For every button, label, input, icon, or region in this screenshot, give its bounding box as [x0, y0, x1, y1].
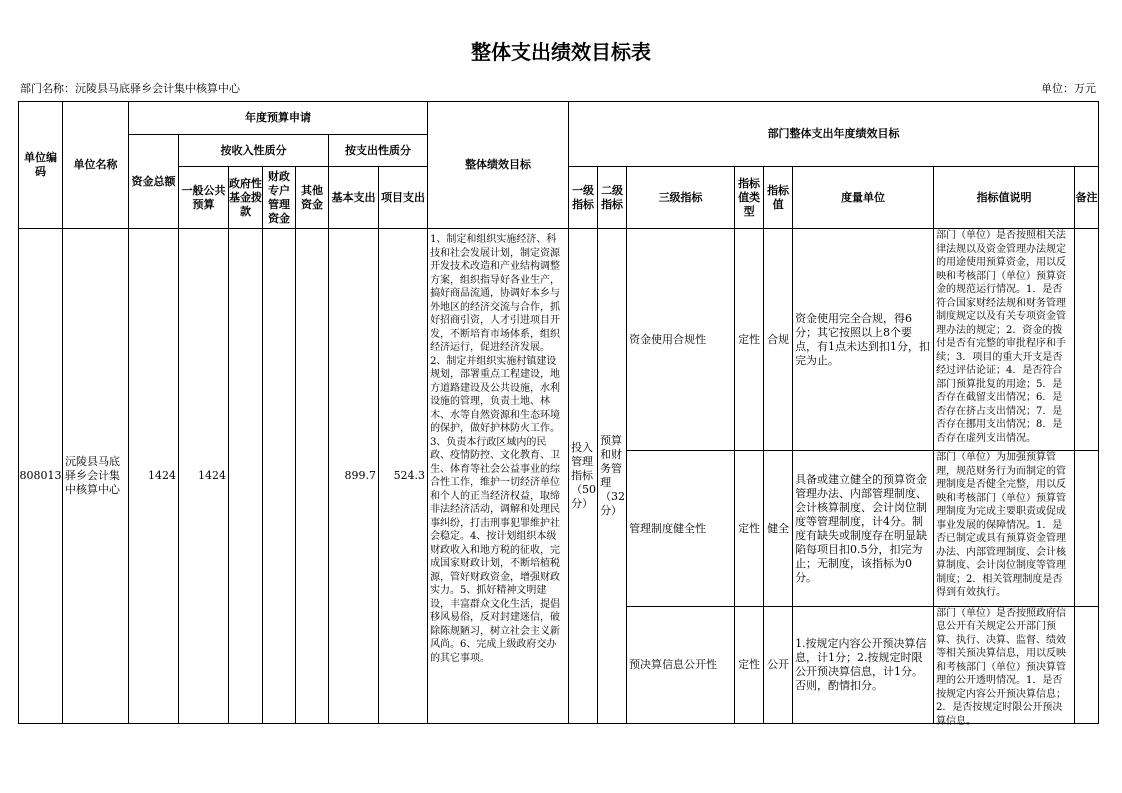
header-by-expense: 按支出性质分	[329, 135, 428, 167]
header-general-budget: 一般公共预算	[179, 167, 229, 229]
indicator-desc-cell	[934, 606, 1075, 727]
other-funds-cell	[296, 229, 329, 724]
header-level2: 二级指标	[598, 167, 627, 229]
project-expense-cell: 524.3	[379, 229, 428, 724]
indicator-desc: 部门（单位）是否按照相关法律法规以及资金管理办法规定的用途使用预算资金，用以反映和考核部门（单位）预算资金的规范运行情况。1．是否符合国家财经法规和财务管理制度规定以及有关专项资金管理办法的规定；2．资金的拨付是否有完整的审批程序和手续；3．项目的重大开支是否经过评估论证；4．是否符合部门预算批复的用途；5．是否存在截留支出情况；6．是否存在挤占支出情况；7．是否存在挪用支出情况；8．是否存在虚列支出情况。	[936, 230, 1067, 444]
indicator-desc-cell	[934, 229, 1075, 451]
header-fiscal-special: 财政专户管理资金	[263, 167, 296, 229]
total-funds-cell: 1424	[129, 229, 179, 724]
overall-goal-cell	[428, 229, 569, 724]
gov-fund-cell	[229, 229, 263, 724]
header-total-funds: 资金总额	[129, 135, 179, 229]
indicator-name: 预决算信息公开性	[627, 606, 735, 723]
indicator-measure: 1.按规定内容公开预决算信息，计1分；2.按规定时限公开预决算信息，计1分。否则，酌情扣分。	[793, 606, 934, 723]
header-indicator-value: 指标值	[764, 167, 793, 229]
remark-cell	[1075, 229, 1099, 451]
unit-name-cell: 沅陵县马底驿乡会计集中核算中心	[63, 229, 129, 724]
fiscal-special-cell	[263, 229, 296, 724]
basic-expense-cell: 899.7	[329, 229, 379, 724]
indicator-desc: 部门（单位）是否按照政府信息公开有关规定公开部门预算、执行、决算、监督、绩效等相关预决算信息，用以反映和考核部门（单位）预决算管理的公开透明情况。1．是否按规定内容公开预决算信息；2．是否按规定时限公开预决算信息。	[936, 607, 1067, 727]
indicator-desc-cell	[934, 451, 1075, 607]
performance-goal-table	[18, 101, 1099, 727]
header-measure-unit: 度量单位	[793, 167, 934, 229]
header-gov-fund: 政府性基金拨款	[229, 167, 263, 229]
overall-goal-text: 1、制定和组织实施经济、科技和社会发展计划，制定资源开发技术改造和产业结构调整方案，组织指导好各业生产，搞好商品流通，协调好本乡与外地区的经济交流与合作，抓好招商引资，人才引进项目开发，不断培育市场体系，组织经济运行，促进经济发展。2、制定并组织实施村镇建设规划，部署重点工程建设，地方道路建设及公共设施，水利设施的管理，负责土地、林木、水等自然资源和生态环境的保护，做好护林防火工作。3、负责本行政区域内的民政、疫情防控、文化教育、卫生、体育等社会公益事业的综合性工作，维护一切经济单位和个人的正当经济权益，取缔非法经济活动，调解和处理民事纠纷，打击刑事犯罪维护社会稳定。4、按计划组织本级财政收入和地方税的征收，完成国家财政计划，不断培植税源，管好财政资金，增强财政实力。5、抓好精神文明建设，丰富群众文化生活，提倡移风易俗，反对封建迷信，破除陈规陋习，树立社会主义新风尚。6、完成上级政府交办的其它事项。	[430, 234, 561, 664]
header-indicator-type: 指标值类型	[735, 167, 764, 229]
header-overall-goal: 整体绩效目标	[428, 102, 569, 229]
general-budget-cell: 1424	[179, 229, 229, 724]
header-project-expense: 项目支出	[379, 167, 428, 229]
indicator-name: 管理制度健全性	[627, 451, 735, 607]
level2-cell: 预算和财务管理（32分）	[598, 229, 627, 724]
page-title: 整体支出绩效目标表	[471, 40, 651, 64]
header-level1: 一级指标	[569, 167, 598, 229]
remark-cell	[1075, 451, 1099, 607]
indicator-type: 定性	[735, 229, 764, 451]
header-unit-name: 单位名称	[63, 102, 129, 229]
indicator-name: 资金使用合规性	[627, 229, 735, 451]
unit-code-cell: 808013	[19, 229, 63, 724]
department-label: 部门名称：沅陵县马底驿乡会计集中核算中心	[20, 82, 240, 95]
indicator-type: 定性	[735, 451, 764, 607]
remark-cell	[1075, 606, 1099, 723]
indicator-value: 公开	[764, 606, 793, 723]
header-indicator-desc: 指标值说明	[934, 167, 1075, 229]
header-remark: 备注	[1075, 167, 1099, 229]
indicator-value: 合规	[764, 229, 793, 451]
indicator-desc: 部门（单位）为加强预算管理，规范财务行为而制定的管理制度是否健全完整，用以反映和考核部门（单位）预算管理制度为完成主要职责或促成事业发展的保障情况。1．是否已制定或具有预算资金管理办法、内部管理制度、会计核算制度、会计岗位制度等管理制度；2．相关管理制度是否得到有效执行。	[936, 452, 1067, 599]
indicator-measure: 具备或建立健全的预算资金管理办法、内部管理制度、会计核算制度、会计岗位制度等管理制度，计4分。制度有缺失或制度存在明显缺陷每项目扣0.5分，扣完为止；无制度，该指标为0分。	[793, 451, 934, 607]
header-by-income: 按收入性质分	[179, 135, 329, 167]
header-dept-goal: 部门整体支出年度绩效目标	[569, 102, 1099, 167]
level1-cell: 投入管理指标（50分）	[569, 229, 598, 724]
header-level3: 三级指标	[627, 167, 735, 229]
indicator-value: 健全	[764, 451, 793, 607]
indicator-type: 定性	[735, 606, 764, 723]
indicator-measure: 资金使用完全合规，得6分；其它按照以上8个要点，有1点未达到扣1分，扣完为止。	[793, 229, 934, 451]
header-annual-budget: 年度预算申请	[129, 102, 428, 135]
header-unit-code: 单位编码	[19, 102, 63, 229]
header-other-funds: 其他资金	[296, 167, 329, 229]
currency-unit-label: 单位：万元	[1041, 82, 1096, 95]
header-basic-expense: 基本支出	[329, 167, 379, 229]
